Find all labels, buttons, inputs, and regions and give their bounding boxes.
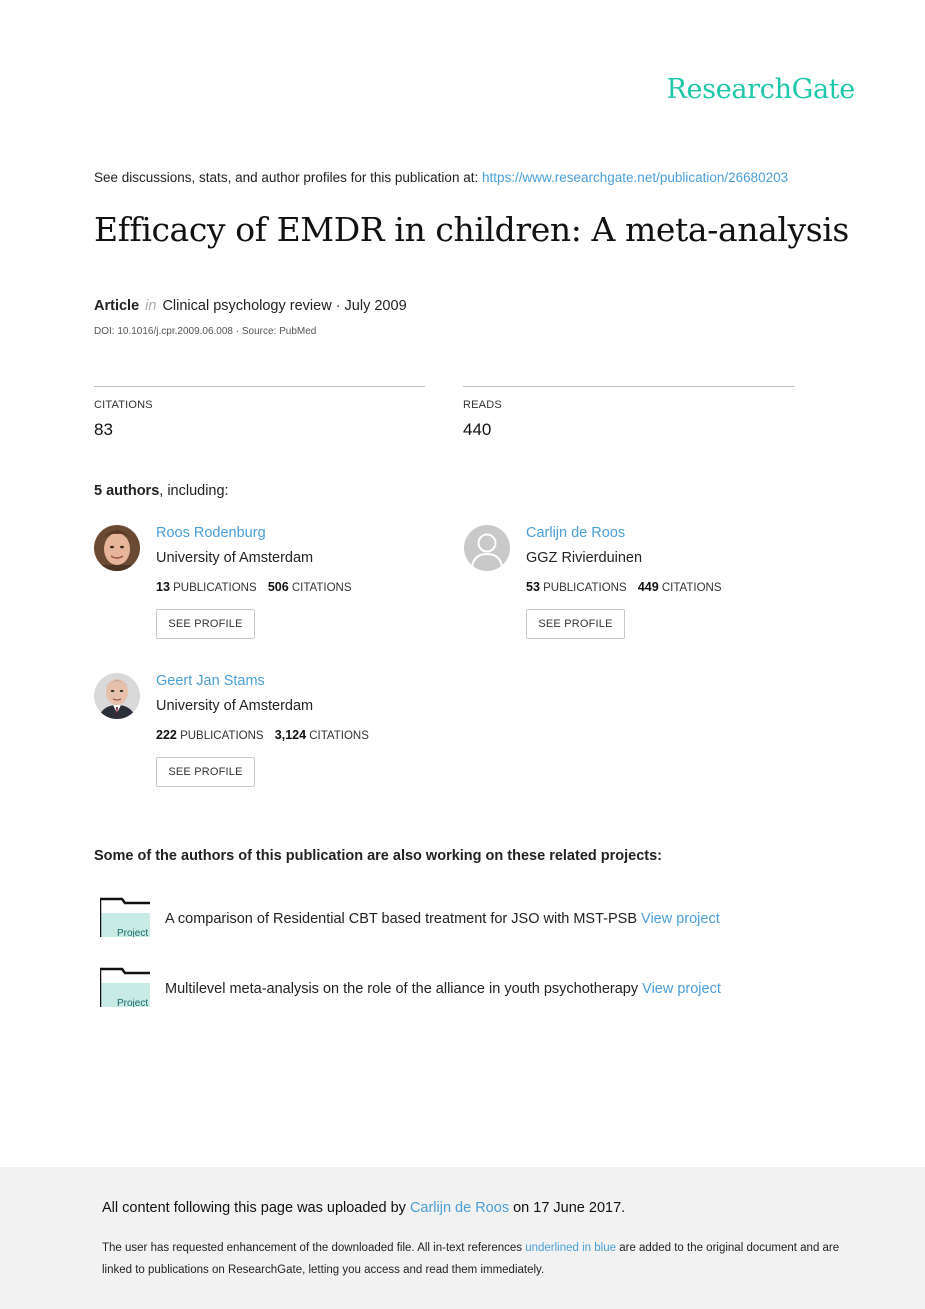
author-name-link[interactable]: Roos Rodenburg: [156, 525, 266, 541]
citations-divider: [94, 386, 425, 387]
project-folder-icon: [100, 967, 150, 1007]
researchgate-logo[interactable]: ResearchGate: [666, 74, 855, 105]
author-institution: University of Amsterdam: [156, 698, 314, 714]
note-suffix: are added to the original document and are linked to publications on ResearchGate, letting you access and read them immediately.: [102, 1242, 840, 1276]
author-citations-count: 3,124: [274, 728, 307, 742]
author-institution: GGZ Rivierduinen: [526, 550, 643, 566]
author-stats: [156, 580, 352, 594]
author-name-link[interactable]: Carlijn de Roos: [526, 525, 626, 541]
see-profile-button[interactable]: SEE PROFILE: [526, 609, 625, 639]
see-discussions-text: See discussions, stats, and author profiles for this publication at:: [94, 170, 479, 185]
publication-url-link[interactable]: https://www.researchgate.net/publication/26680203: [481, 170, 789, 185]
authors-count-bold: 5 authors: [94, 483, 160, 499]
see-profile-button[interactable]: SEE PROFILE: [156, 757, 255, 787]
uploaded-prefix: All content following this page was uploaded by: [102, 1200, 406, 1216]
in-word: in: [145, 298, 157, 314]
note-prefix: The user has requested enhancement of the downloaded file. All in-text references: [102, 1242, 523, 1254]
author-institution: University of Amsterdam: [156, 550, 314, 566]
default-avatar-icon: [464, 525, 510, 571]
author-publications-label: PUBLICATIONS: [180, 730, 264, 742]
reads-value: 440: [463, 420, 492, 439]
author-citations-label: CITATIONS: [309, 730, 369, 742]
project-text: [165, 981, 721, 997]
author-photo-icon: [94, 673, 140, 719]
author-publications-count: 53: [526, 580, 540, 594]
related-projects-heading: Some of the authors of this publication are also working on these related projects:: [94, 848, 663, 864]
author-publications-count: 222: [156, 728, 177, 742]
author-card-geert-jan-stams: [94, 673, 454, 813]
author-citations-count: 506: [267, 580, 289, 594]
project-title: A comparison of Residential CBT based treatment for JSO with MST-PSB: [165, 911, 637, 927]
avatar[interactable]: [94, 525, 140, 571]
doi-line: DOI: 10.1016/j.cpr.2009.06.008 · Source: PubMed: [94, 326, 317, 337]
authors-count: [94, 483, 229, 499]
see-profile-button[interactable]: SEE PROFILE: [156, 609, 255, 639]
project-title: Multilevel meta-analysis on the role of the alliance in youth psychotherapy: [165, 981, 639, 997]
project-icon-label: Project: [117, 928, 149, 937]
project-item: [100, 897, 860, 939]
uploader-link[interactable]: Carlijn de Roos: [409, 1200, 510, 1216]
avatar[interactable]: [464, 525, 510, 571]
avatar[interactable]: [94, 673, 140, 719]
view-project-link[interactable]: View project: [641, 911, 720, 927]
author-citations-label: CITATIONS: [291, 582, 352, 594]
author-citations-count: 449: [637, 580, 659, 594]
citations-value: 83: [94, 420, 113, 439]
author-card-carlijn-de-roos: [464, 525, 824, 665]
citations-label: CITATIONS: [94, 399, 153, 411]
author-publications-label: PUBLICATIONS: [543, 582, 627, 594]
underlined-in-blue-link[interactable]: underlined in blue: [525, 1242, 617, 1254]
publication-meta: [94, 298, 407, 314]
reads-divider: [463, 386, 795, 387]
project-folder-icon: [100, 897, 150, 937]
author-card-roos-rodenburg: [94, 525, 454, 665]
author-stats: [156, 728, 369, 742]
author-citations-label: CITATIONS: [661, 582, 722, 594]
view-project-link[interactable]: View project: [642, 981, 721, 997]
author-name-link[interactable]: Geert Jan Stams: [156, 673, 265, 689]
project-text: [165, 911, 720, 927]
authors-count-rest: , including:: [159, 483, 229, 499]
author-publications-count: 13: [156, 580, 170, 594]
uploaded-suffix: on 17 June 2017.: [513, 1200, 626, 1216]
author-photo-icon: [94, 525, 140, 571]
project-item: [100, 967, 860, 1009]
uploaded-by-line: [102, 1200, 625, 1216]
project-icon-label: Project: [117, 998, 149, 1007]
enhancement-note: [102, 1238, 842, 1281]
author-stats: [526, 580, 722, 594]
publication-title: Efficacy of EMDR in children: A meta-analysis: [94, 210, 849, 249]
upload-footer: [0, 1167, 925, 1309]
see-discussions-line: [94, 170, 788, 185]
reads-label: READS: [463, 399, 502, 411]
publication-type: Article: [94, 298, 140, 314]
author-publications-label: PUBLICATIONS: [173, 582, 257, 594]
publication-venue-date: Clinical psychology review · July 2009: [162, 298, 407, 314]
